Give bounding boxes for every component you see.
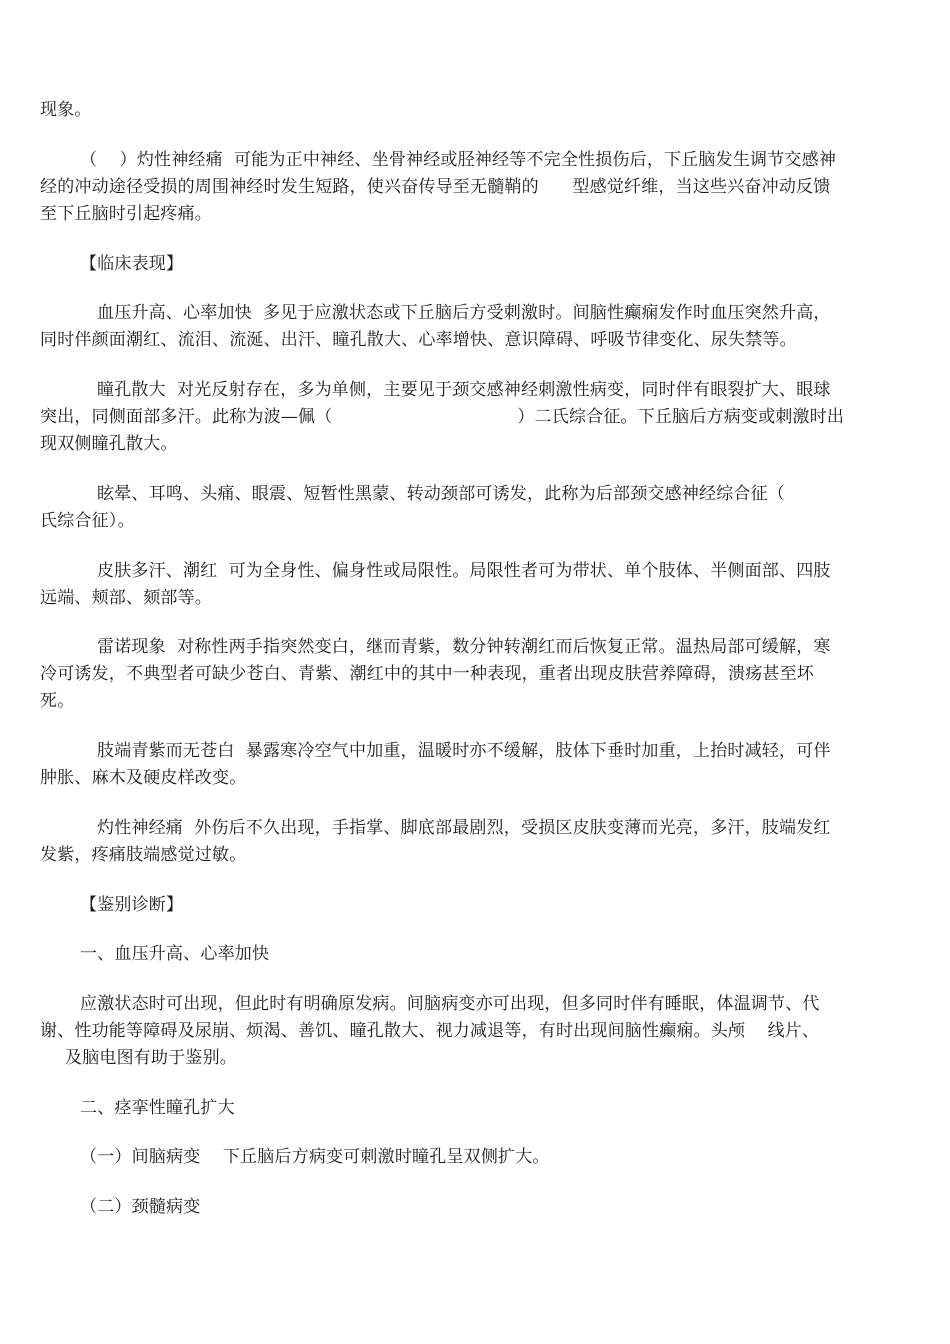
text-line: 经的冲动途径受损的周围神经时发生短路，使兴奋传导至无髓鞘的 型感觉纤维，当这些兴奋冲动反馈 [40, 177, 831, 197]
text-line: （一）间脑病变 下丘脑后方病变可刺激时瞳孔呈双侧扩大。 [80, 1147, 550, 1167]
text-line: 肢端青紫而无苍白 暴露寒冷空气中加重，温暖时亦不缓解，肢体下垂时加重，上抬时减轻，可伴 [97, 741, 831, 761]
text-line: 谢、性功能等障碍及尿崩、烦渴、善饥、瞳孔散大、视力减退等，有时出现间脑性癫痫。头颅 线片、 [40, 1021, 820, 1041]
text-line: 应激状态时可出现，但此时有明确原发病。间脑病变亦可出现，但多同时伴有睡眠，体温调节、代 [80, 994, 820, 1014]
text-line: 及脑电图有助于鉴别。 [65, 1048, 237, 1068]
subsection-heading: （二）颈髓病变 [80, 1197, 201, 1217]
text-line: 皮肤多汗、潮红 可为全身性、偏身性或局限性。局限性者可为带状、单个肢体、半侧面部、四肢 [97, 561, 831, 581]
text-line: 突出，同侧面部多汗。此称为波—佩（ ）二氏综合征。下丘脑后方病变或刺激时出 [40, 407, 845, 427]
text-line: 冷可诱发，不典型者可缺少苍白、青紫、潮红中的其中一种表现，重者出现皮肤营养障碍，溃疡甚至坏 [40, 664, 814, 684]
section-heading: 【鉴别诊断】 [80, 895, 184, 915]
text-line: 灼性神经痛 外伤后不久出现，手指掌、脚底部最剧烈，受损区皮肤变薄而光亮，多汗，肢端发红 [97, 818, 831, 838]
text-line: 瞳孔散大 对光反射存在，多为单侧，主要见于颈交感神经刺激性病变，同时伴有眼裂扩大、眼球 [97, 380, 831, 400]
section-heading: 【临床表现】 [80, 254, 184, 274]
text-line: 雷诺现象 对称性两手指突然变白，继而青紫，数分钟转潮红而后恢复正常。温热局部可缓解，寒 [97, 637, 831, 657]
subsection-heading: 二、痉挛性瞳孔扩大 [80, 1098, 235, 1118]
text-line: 至下丘脑时引起疼痛。 [40, 204, 212, 224]
text-line: 死。 [40, 691, 75, 711]
text-line: 氏综合征）。 [40, 511, 135, 531]
text-line: 同时伴颜面潮红、流泪、流涎、出汗、瞳孔散大、心率增快、意识障碍、呼吸节律变化、尿失禁等。 [40, 330, 797, 350]
text-line: 远端、颊部、颏部等。 [40, 588, 212, 608]
text-line: 现双侧瞳孔散大。 [40, 434, 178, 454]
text-line: 肿胀、麻木及硬皮样改变。 [40, 768, 247, 788]
text-line: （ ）灼性神经痛 可能为正中神经、坐骨神经或胫神经等不完全性损伤后，下丘脑发生调节交感神 [80, 150, 837, 170]
subsection-heading: 一、血压升高、心率加快 [80, 944, 270, 964]
text-line: 发紫，疼痛肢端感觉过敏。 [40, 845, 247, 865]
text-line: 眩晕、耳鸣、头痛、眼震、短暂性黑蒙、转动颈部可诱发，此称为后部颈交感神经综合征（ [97, 484, 785, 504]
text-line: 血压升高、心率加快 多见于应激状态或下丘脑后方受刺激时。间脑性癫痫发作时血压突然升高， [97, 303, 831, 323]
text-line: 现象。 [40, 100, 92, 120]
